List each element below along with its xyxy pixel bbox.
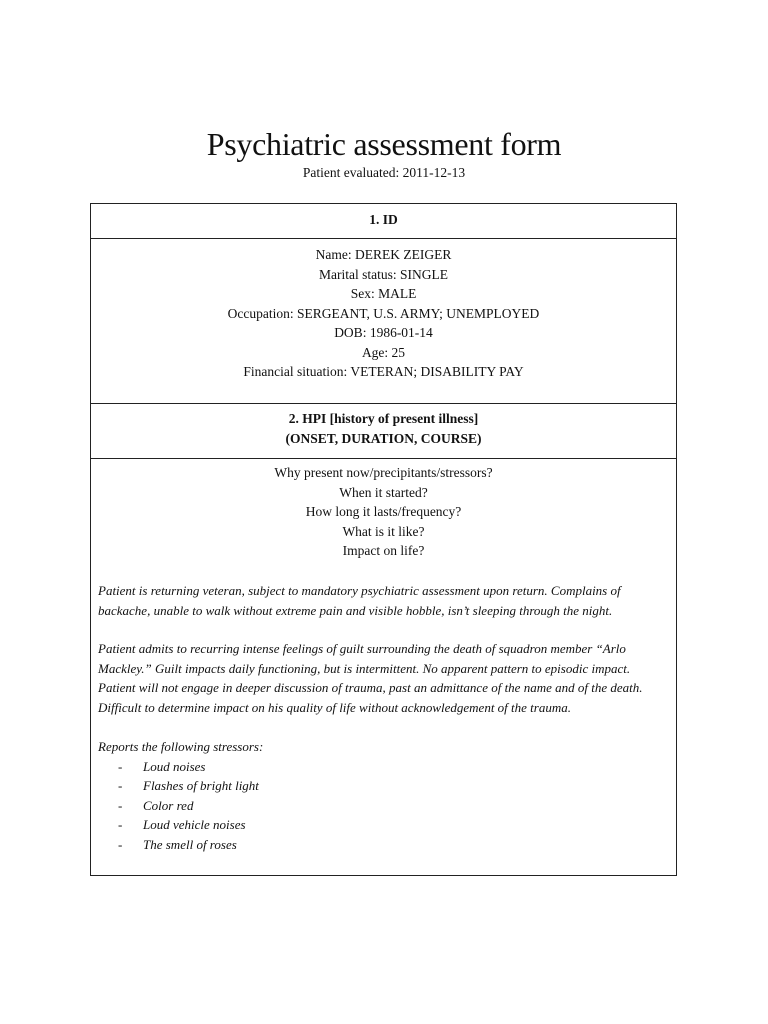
section-id-content: [91, 238, 676, 382]
section-hpi-content: [91, 458, 676, 875]
list-item: [98, 815, 670, 835]
prompt-why-now: Why present now/precipitants/stressors?: [274, 465, 493, 480]
hpi-paragraph-2: [98, 639, 670, 717]
stressor-text: Color red: [143, 797, 194, 813]
date-of-birth: DOB: 1986-01-14: [334, 325, 433, 340]
prompt-when-started: When it started?: [339, 484, 428, 500]
occupation: Occupation: SERGEANT, U.S. ARMY; UNEMPLOYED: [227, 305, 540, 321]
sex: Sex: MALE: [350, 286, 417, 301]
bullet-dash: -: [118, 797, 123, 813]
prompt-what-like: What is it like?: [342, 523, 425, 539]
prompt-duration: How long it lasts/frequency?: [305, 504, 462, 519]
stressor-text: Flashes of bright light: [143, 778, 259, 793]
financial-situation: Financial situation: VETERAN; DISABILITY PAY: [243, 364, 524, 379]
section-id-heading-row: [91, 210, 676, 230]
list-item: [98, 796, 670, 816]
section-hpi-heading-row: [91, 403, 676, 449]
bullet-dash: -: [118, 836, 123, 852]
stressors-intro: Reports the following stressors:: [98, 739, 264, 754]
stressors-list: [98, 757, 670, 855]
marital-status: Marital status: SINGLE: [319, 266, 448, 282]
list-item: [98, 757, 670, 777]
stressor-text: Loud noises: [143, 758, 206, 774]
hpi-paragraph-1: [98, 581, 670, 620]
form-title: Psychiatric assessment form: [206, 126, 562, 162]
prompt-impact: Impact on life?: [342, 543, 425, 558]
section-id-heading: 1. ID: [369, 212, 398, 227]
hpi-paragraph-2-text: Patient admits to recurring intense feelings of guilt surrounding the death of squadron member “Arlo Mackley.” Guilt impacts daily functioning, but is intermittent. No apparent pattern to episodic impact. Patient will not engage in deeper discussion of trauma, past an admittance of the name and of the death. Difficult to determine impact on his quality of life without acknowledgement of the trauma.: [98, 641, 643, 715]
list-item: [98, 835, 670, 855]
patient-name: Name: DEREK ZEIGER: [315, 247, 452, 262]
stressor-text: The smell of roses: [143, 836, 237, 852]
evaluation-date: Patient evaluated: 2011-12-13: [302, 165, 466, 180]
age: Age: 25: [361, 344, 406, 360]
hpi-paragraph-1-text: Patient is returning veteran, subject to mandatory psychiatric assessment upon return. Complains of backache, unable to walk without extreme pain and visible hobble, isn’t sleeping through the night.: [98, 583, 621, 618]
stressor-text: Loud vehicle noises: [143, 817, 246, 832]
assessment-table: [90, 203, 677, 876]
stressors-block: [98, 737, 670, 854]
bullet-dash: -: [118, 778, 123, 793]
list-item: [98, 776, 670, 796]
bullet-dash: -: [118, 817, 123, 832]
bullet-dash: -: [118, 758, 123, 774]
hpi-prompts: [91, 459, 676, 561]
section-hpi-subheading: (ONSET, DURATION, COURSE): [285, 431, 482, 446]
section-hpi-heading: 2. HPI [history of present illness]: [288, 411, 479, 426]
